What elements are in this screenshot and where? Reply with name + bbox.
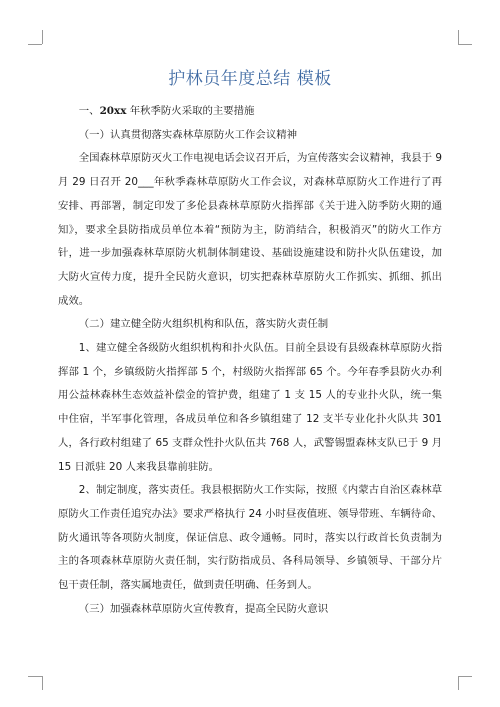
crop-mark: [28, 44, 42, 45]
paragraph: 全国森林草原防灭火工作电视电话会议召开后，为宣传落实会议精神，我县于 9 月 29 日召开 20___年秋季森林草原防火工作会议，对森林草原防火工作进行了再安排、再部署，制定印发了多伦县森林草原防火指挥部《关于进入防季防火期的通知》，要求全县防指成员单位本着“预防为主，防消结合，积极消灭”的防火工作方针，进一步加强森林草原防火机制体制建设、基础设施建设和防扑火队伍建设，加大防火宣传力度，提升全民防火意识，切实把森林草原防火工作抓实、抓细、抓出成效。: [58, 152, 442, 307]
subsection-heading: （三）加强森林草原防火宣传教育，提高全民防火意识: [78, 602, 329, 615]
crop-mark: [458, 30, 459, 44]
crop-mark: [458, 676, 472, 677]
document-title: 护林员年度总结 模板: [168, 69, 332, 89]
section-prefix: 一、: [78, 105, 100, 117]
crop-mark: [458, 676, 459, 690]
crop-mark: [42, 30, 43, 44]
crop-mark: [28, 676, 42, 677]
section-heading: [58, 100, 442, 124]
subsection-heading: （二）建立健全防火组织机构和队伍，落实防火责任制: [78, 318, 329, 331]
crop-mark: [458, 44, 472, 45]
section-title: 年秋季防火采取的主要措施: [126, 105, 255, 117]
section-year: 20xx: [99, 105, 127, 117]
paragraph: 1、建立健全各级防火组织机构和扑火队伍。目前全县设有县级森林草原防火指挥部 1 个，乡镇级防火指挥部 5 个，村级防火指挥部 65 个。今年春季县防火办利用公益林森林生态效益补偿金的管护费，组建了 1 支 15 人的专业扑火队，统一集中住宿，半军事化管理，各成员单位和各乡镇组建了 12 支半专业化扑火队共 301 人，各行政村组建了 65 支群众性扑火队伍共 768 人，武警锡盟森林支队已于 9 月 15 日派驻 20 人来我县靠前驻防。: [58, 342, 442, 473]
crop-mark: [42, 676, 43, 690]
paragraph: 2、制定制度，落实责任。我县根据防火工作实际，按照《内蒙古自治区森林草原防火工作责任追究办法》要求严格执行 24 小时昼夜值班、领导带班、车辆待命、防火通讯等各项防火制度，保证信息、政令通畅。同时，落实以行政首长负责制为主的各项森林草原防火责任制，实行防指成员、各科局领导、乡镇领导、干部分片包干责任制，落实属地责任，做到责任明确、任务到人。: [58, 484, 442, 592]
subsection-heading: （一）认真贯彻落实森林草原防火工作会议精神: [78, 128, 297, 141]
document-body: [58, 100, 442, 621]
